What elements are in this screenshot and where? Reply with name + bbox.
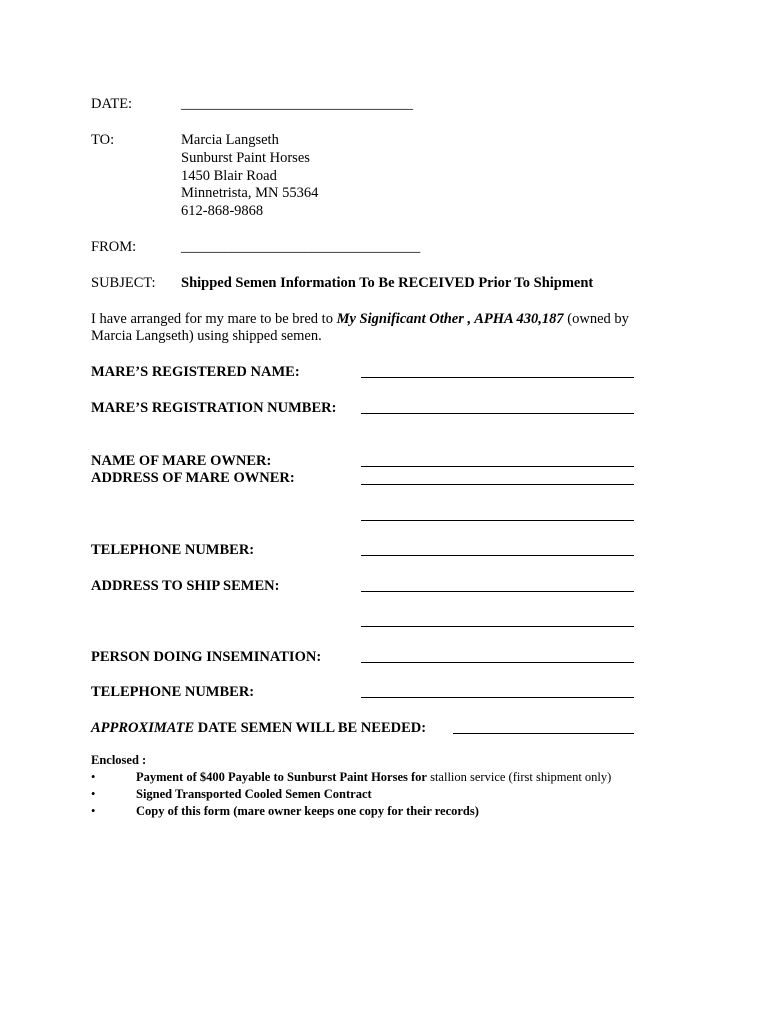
- ship-address-line-1[interactable]: [361, 591, 634, 592]
- inseminator-line[interactable]: [361, 662, 634, 663]
- recipient-street: 1450 Blair Road: [181, 168, 277, 184]
- intro-text-owned: (owned by: [563, 311, 629, 327]
- to-label: TO:: [91, 132, 115, 148]
- enclosed-item-3: Copy of this form (mare owner keeps one copy for their records): [136, 804, 479, 818]
- owner-address-line-1[interactable]: [361, 484, 634, 485]
- owner-address-line-2[interactable]: [361, 520, 634, 521]
- from-label: FROM:: [91, 239, 137, 255]
- owner-name-line[interactable]: [361, 466, 634, 467]
- mare-name-line[interactable]: [361, 377, 634, 378]
- inseminator-phone-line[interactable]: [361, 697, 634, 698]
- intro-text: I have arranged for my mare to be bred to: [91, 311, 337, 327]
- date-label: DATE:: [91, 96, 133, 112]
- mare-name-label: MARE’S REGISTERED NAME:: [91, 364, 300, 380]
- ship-address-line-2[interactable]: [361, 626, 634, 627]
- enclosed-item-1-normal: stallion service (first shipment only): [426, 770, 612, 784]
- intro-line-2: Marcia Langseth) using shipped semen.: [91, 328, 322, 344]
- enclosed-bullet-1: •: [91, 770, 96, 784]
- owner-phone-label: TELEPHONE NUMBER:: [91, 542, 255, 558]
- enclosed-bullet-2: •: [91, 787, 96, 801]
- recipient-phone: 612-868-9868: [181, 203, 264, 219]
- subject-label: SUBJECT:: [91, 275, 156, 291]
- approx-date-line[interactable]: [453, 733, 634, 734]
- owner-name-label: NAME OF MARE OWNER:: [91, 453, 272, 469]
- enclosed-item-1-bold: Payment of $400 Payable to Sunburst Paint Horses for: [136, 770, 427, 784]
- subject-text: Shipped Semen Information To Be RECEIVED Prior To Shipment: [181, 275, 594, 291]
- mare-reg-line[interactable]: [361, 413, 634, 414]
- inseminator-phone-label: TELEPHONE NUMBER:: [91, 684, 255, 700]
- approx-rest: DATE SEMEN WILL BE NEEDED:: [194, 720, 427, 736]
- recipient-name: Marcia Langseth: [181, 132, 279, 148]
- approx-date-label: [91, 719, 426, 737]
- enclosed-bullet-3: •: [91, 804, 96, 818]
- date-blank[interactable]: ________________________________: [181, 96, 413, 112]
- approx-italic: APPROXIMATE: [91, 720, 195, 736]
- from-blank[interactable]: _________________________________: [181, 239, 421, 255]
- enclosed-item-2: Signed Transported Cooled Semen Contract: [136, 787, 372, 801]
- owner-phone-line[interactable]: [361, 555, 634, 556]
- owner-address-label: ADDRESS OF MARE OWNER:: [91, 470, 295, 486]
- inseminator-label: PERSON DOING INSEMINATION:: [91, 649, 322, 665]
- recipient-company: Sunburst Paint Horses: [181, 150, 310, 166]
- recipient-city: Minnetrista, MN 55364: [181, 185, 319, 201]
- mare-reg-label: MARE’S REGISTRATION NUMBER:: [91, 400, 337, 416]
- stallion-name: My Significant Other , APHA 430,187: [336, 311, 564, 327]
- enclosed-item-1: [136, 769, 611, 786]
- enclosed-label: Enclosed :: [91, 753, 147, 767]
- intro-line-1: [91, 310, 629, 328]
- ship-address-label: ADDRESS TO SHIP SEMEN:: [91, 578, 280, 594]
